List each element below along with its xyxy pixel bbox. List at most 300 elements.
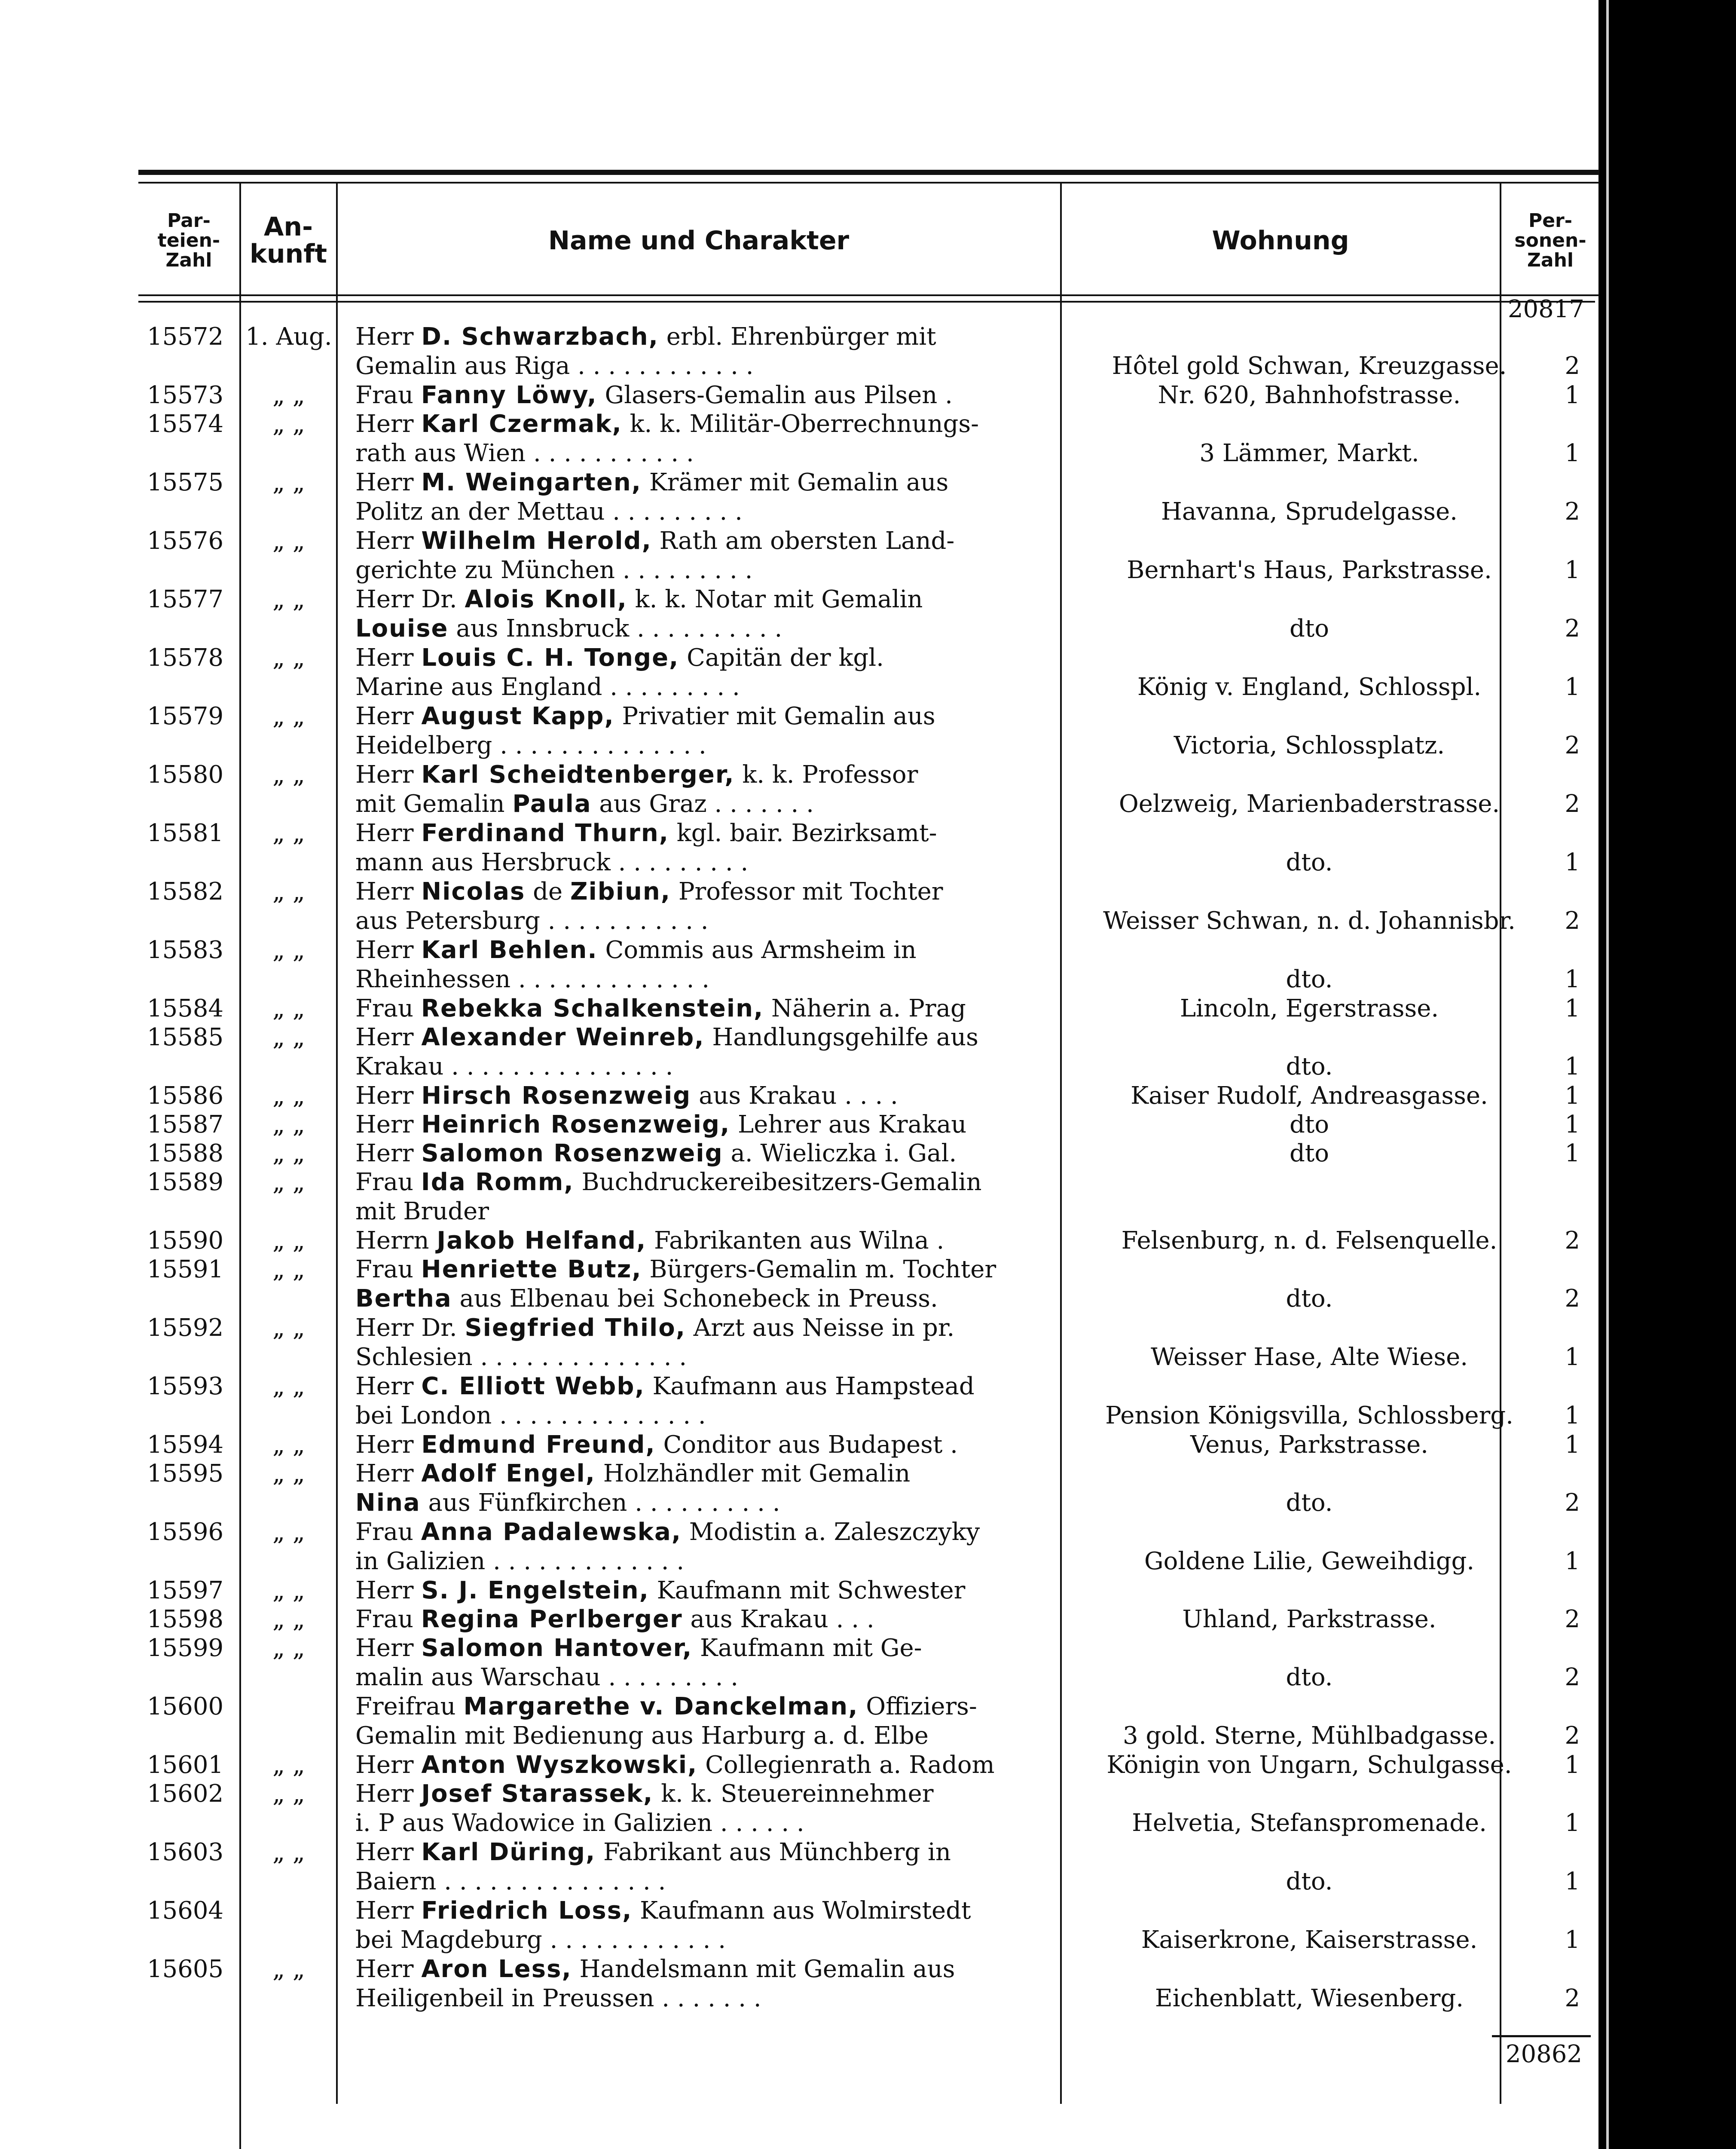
- person-name: August Kapp,: [421, 702, 614, 730]
- name-text: Heiligenbeil in Preussen . . . . . . .: [355, 1984, 761, 2012]
- person-name: Anton Wyszkowski,: [421, 1751, 698, 1779]
- name-text: Herr: [355, 1082, 422, 1110]
- name-text: Herr: [355, 1577, 422, 1604]
- table-row: [138, 1692, 1599, 1751]
- table-row: [138, 1634, 1599, 1692]
- table-row: [138, 527, 1599, 585]
- arrival-date: „ „: [272, 644, 305, 672]
- person-name: Adolf Engel,: [421, 1460, 596, 1488]
- name-text: Herr: [355, 644, 422, 672]
- arrival-date: „ „: [272, 1082, 305, 1110]
- person-name: Edmund Freund,: [421, 1431, 656, 1459]
- name-text: Herr: [355, 1023, 422, 1051]
- person-count: 2: [1565, 1227, 1580, 1255]
- party-number: 15580: [147, 761, 224, 789]
- person-count: 2: [1565, 907, 1580, 935]
- name-text: Krakau . . . . . . . . . . . . . . .: [355, 1053, 673, 1081]
- residence: dto.: [1286, 848, 1333, 876]
- person-name: Wilhelm Herold,: [421, 527, 652, 555]
- name-text: Herr: [355, 936, 422, 964]
- header-wohnung-text: Wohnung: [1212, 225, 1349, 256]
- person-name: Karl Czermak,: [421, 410, 622, 438]
- name-line: [355, 1023, 1193, 1052]
- party-number: 15598: [147, 1605, 224, 1633]
- person-name: Salomon Hantover,: [421, 1634, 693, 1662]
- person-count: 1: [1565, 1431, 1580, 1459]
- table-row: [138, 643, 1599, 702]
- table-row: [138, 1576, 1599, 1605]
- header-personen: [1501, 191, 1599, 290]
- party-number: 15586: [147, 1082, 224, 1110]
- residence: Kaiserkrone, Kaiserstrasse.: [1141, 1926, 1478, 1954]
- person-name: Nicolas: [421, 878, 526, 906]
- name-text: Privatier mit Gemalin aus: [614, 702, 935, 730]
- person-count: 1: [1565, 439, 1580, 467]
- name-text: kgl. bair. Bezirksamt-: [669, 819, 937, 847]
- name-text: k. k. Professor: [734, 761, 918, 789]
- arrival-date: „ „: [272, 936, 305, 964]
- party-number: 15594: [147, 1431, 224, 1459]
- arrival-date: „ „: [272, 1955, 305, 1983]
- arrival-date: „ „: [272, 819, 305, 847]
- name-text: Herr: [355, 1838, 422, 1866]
- party-number: 15579: [147, 702, 224, 730]
- person-count: 2: [1565, 1722, 1580, 1750]
- table-row: [138, 1372, 1599, 1430]
- table-row: [138, 1838, 1599, 1896]
- person-count: 1: [1565, 556, 1580, 584]
- name-line: [355, 1168, 1193, 1197]
- scan-right-edge-highlight: [1606, 0, 1609, 2149]
- name-text: Schlesien . . . . . . . . . . . . . .: [355, 1343, 687, 1371]
- person-name: Friedrich Loss,: [421, 1897, 633, 1925]
- name-line: [355, 1692, 1193, 1721]
- person-count: 1: [1565, 1139, 1580, 1167]
- name-text: Rath am obersten Land-: [651, 527, 955, 555]
- party-number: 15593: [147, 1372, 224, 1400]
- party-number: 15585: [147, 1023, 224, 1051]
- name-text: Näherin a. Prag: [764, 995, 966, 1022]
- name-text: mit Bruder: [355, 1197, 489, 1225]
- name-text: Holzhändler mit Gemalin: [595, 1460, 911, 1488]
- person-name: Louise: [355, 615, 449, 643]
- table-row: [138, 1518, 1599, 1576]
- name-line: [355, 1779, 1193, 1809]
- name-text: Herr: [355, 1751, 422, 1779]
- name-text: gerichte zu München . . . . . . . . .: [355, 556, 753, 584]
- person-name: Ferdinand Thurn,: [421, 819, 669, 847]
- register-page: [138, 170, 1599, 2149]
- party-number: 15591: [147, 1255, 224, 1283]
- person-name: Josef Starassek,: [421, 1780, 654, 1808]
- residence: Uhland, Parkstrasse.: [1182, 1605, 1436, 1633]
- top-rule: [138, 170, 1599, 175]
- name-text: Frau: [355, 381, 421, 409]
- party-number: 15584: [147, 995, 224, 1022]
- party-number: 15578: [147, 644, 224, 672]
- residence: 3 Lämmer, Markt.: [1199, 439, 1419, 467]
- party-number: 15601: [147, 1751, 224, 1779]
- arrival-date: „ „: [272, 702, 305, 730]
- header-bottom-rule: [138, 294, 1599, 296]
- person-count: 1: [1565, 1402, 1580, 1430]
- residence: dto: [1289, 1111, 1330, 1139]
- arrival-date: „ „: [272, 1577, 305, 1604]
- name-text: Herr: [355, 1431, 422, 1459]
- person-name: Nina: [355, 1489, 421, 1517]
- person-name: Alexander Weinreb,: [421, 1023, 705, 1051]
- residence: dto.: [1286, 1867, 1333, 1895]
- party-number: 15602: [147, 1780, 224, 1808]
- person-name: Regina Perlberger: [421, 1605, 683, 1633]
- residence: Weisser Schwan, n. d. Johannisbr.: [1103, 907, 1516, 935]
- person-name: Ida Romm,: [421, 1168, 574, 1196]
- person-name: Rebekka Schalkenstein,: [421, 995, 764, 1022]
- person-name: Heinrich Rosenzweig,: [421, 1111, 730, 1139]
- name-text: Handelsmann mit Gemalin aus: [572, 1955, 955, 1983]
- arrival-date: „ „: [272, 410, 305, 438]
- arrival-date: „ „: [272, 1023, 305, 1051]
- name-and-character: [355, 1168, 1193, 1226]
- table-row: [138, 322, 1599, 381]
- table-row: [138, 1955, 1599, 2013]
- person-count: 1: [1565, 848, 1580, 876]
- person-count: 2: [1565, 498, 1580, 526]
- person-name: Alois Knoll,: [465, 585, 627, 613]
- person-count: 1: [1565, 1082, 1580, 1110]
- name-text: Kaufmann mit Schwester: [649, 1577, 966, 1604]
- name-text: Bürgers-Gemalin m. Tochter: [642, 1255, 996, 1283]
- name-text: rath aus Wien . . . . . . . . . . .: [355, 439, 694, 467]
- residence: dto.: [1286, 1489, 1333, 1517]
- name-text: Herr: [355, 527, 422, 555]
- name-text: Gemalin mit Bedienung aus Harburg a. d. Elbe: [355, 1722, 929, 1750]
- name-text: Kaufmann mit Ge-: [692, 1634, 922, 1662]
- person-name: Karl Behlen.: [421, 936, 598, 964]
- name-line: [355, 1955, 1193, 1984]
- name-text: erbl. Ehrenbürger mit: [658, 323, 936, 351]
- arrival-date: „ „: [272, 1111, 305, 1139]
- name-text: aus Krakau . . . .: [691, 1082, 898, 1110]
- party-number: 15595: [147, 1460, 224, 1488]
- table-row: [138, 468, 1599, 527]
- header-bottom-rule-2: [138, 301, 1595, 303]
- table-row: [138, 410, 1599, 468]
- name-line: [355, 877, 1193, 906]
- header-wohnung: [1061, 191, 1500, 290]
- name-text: Fabrikanten aus Wilna .: [646, 1227, 944, 1255]
- residence: Weisser Hase, Alte Wiese.: [1150, 1343, 1468, 1371]
- person-name: Karl Scheidtenberger,: [421, 761, 735, 789]
- person-count: 2: [1565, 1489, 1580, 1517]
- name-text: Krämer mit Gemalin aus: [642, 468, 949, 496]
- name-line: [355, 702, 1193, 731]
- party-number: 15573: [147, 381, 224, 409]
- arrival-date: „ „: [272, 1431, 305, 1459]
- party-number: 15576: [147, 527, 224, 555]
- arrival-date: „ „: [272, 878, 305, 906]
- person-name: Jakob Helfand,: [437, 1227, 647, 1255]
- name-text: in Galizien . . . . . . . . . . . . .: [355, 1547, 685, 1575]
- person-count: 1: [1565, 1111, 1580, 1139]
- arrival-date: „ „: [272, 995, 305, 1022]
- residence: 3 gold. Sterne, Mühlbadgasse.: [1122, 1722, 1496, 1750]
- table-row: [138, 1779, 1599, 1838]
- residence: Eichenblatt, Wiesenberg.: [1155, 1984, 1464, 2012]
- name-text: Kaufmann aus Hampstead: [645, 1372, 975, 1400]
- person-name: Hirsch Rosenzweig: [421, 1082, 691, 1110]
- name-line: [355, 936, 1193, 965]
- name-text: Herr Dr.: [355, 585, 465, 613]
- arrival-date: „ „: [272, 381, 305, 409]
- name-text: mann aus Hersbruck . . . . . . . . .: [355, 848, 749, 876]
- party-number: 15596: [147, 1518, 224, 1546]
- residence: Nr. 620, Bahnhofstrasse.: [1158, 381, 1461, 409]
- person-name: Siegfried Thilo,: [465, 1314, 686, 1342]
- name-text: Herr: [355, 1139, 422, 1167]
- table-row: [138, 1896, 1599, 1955]
- person-count: 1: [1565, 1809, 1580, 1837]
- arrival-date: „ „: [272, 1255, 305, 1283]
- name-line: [355, 643, 1193, 673]
- person-name: Margarethe v. Danckelman,: [463, 1693, 859, 1720]
- name-text: Heidelberg . . . . . . . . . . . . . .: [355, 732, 706, 759]
- header-parteien-line: Zahl: [165, 249, 212, 272]
- name-text: Buchdruckereibesitzers-Gemalin: [574, 1168, 982, 1196]
- table-row: [138, 1139, 1599, 1168]
- residence: dto: [1289, 615, 1330, 643]
- header-parteien: [138, 191, 239, 290]
- header-personen-line: Zahl: [1527, 249, 1574, 272]
- arrival-date: „ „: [272, 1780, 305, 1808]
- person-name: S. J. Engelstein,: [421, 1577, 649, 1604]
- name-text: Conditor aus Budapest .: [655, 1431, 958, 1459]
- name-line: [355, 1838, 1193, 1867]
- running-total-start: 20817: [1507, 295, 1584, 323]
- party-number: 15587: [147, 1111, 224, 1139]
- name-text: Frau: [355, 1168, 421, 1196]
- name-text: Frau: [355, 1605, 421, 1633]
- name-text: malin aus Warschau . . . . . . . . .: [355, 1663, 739, 1691]
- party-number: 15589: [147, 1168, 224, 1196]
- person-count: 1: [1565, 673, 1580, 701]
- residence: Venus, Parkstrasse.: [1190, 1431, 1428, 1459]
- party-number: 15592: [147, 1314, 224, 1342]
- name-text: Rheinhessen . . . . . . . . . . . . .: [355, 965, 710, 993]
- name-text: Herr: [355, 468, 422, 496]
- arrival-date: „ „: [272, 1227, 305, 1255]
- name-line: [355, 468, 1193, 497]
- name-text: aus Fünfkirchen . . . . . . . . . .: [420, 1489, 780, 1517]
- name-text: aus Innsbruck . . . . . . . . . .: [448, 615, 782, 643]
- name-text: Freifrau: [355, 1693, 464, 1720]
- table-row: [138, 1459, 1599, 1518]
- name-text: k. k. Notar mit Gemalin: [627, 585, 923, 613]
- header-name-text: Name und Charakter: [548, 225, 850, 256]
- name-text: Arzt aus Neisse in pr.: [685, 1314, 955, 1342]
- header-personen-line: sonen-: [1514, 229, 1586, 251]
- party-number: 15599: [147, 1634, 224, 1662]
- residence: Lincoln, Egerstrasse.: [1180, 995, 1439, 1022]
- name-text: Frau: [355, 1518, 421, 1546]
- arrival-date: „ „: [272, 468, 305, 496]
- header-name: [337, 191, 1060, 290]
- person-name: Louis C. H. Tonge,: [421, 644, 679, 672]
- name-text: Herr: [355, 410, 422, 438]
- residence: dto.: [1286, 1285, 1333, 1313]
- name-text: Herr: [355, 323, 422, 351]
- party-number: 15582: [147, 878, 224, 906]
- name-line: [355, 410, 1193, 439]
- residence: dto.: [1286, 1053, 1333, 1081]
- party-number: 15572: [147, 323, 224, 351]
- header-parteien-line: Par-: [167, 209, 211, 232]
- name-line: [355, 1896, 1193, 1926]
- person-count: 2: [1565, 1663, 1580, 1691]
- name-text: k. k. Militär-Oberrechnungs-: [622, 410, 979, 438]
- name-line: [355, 1634, 1193, 1663]
- person-count: 1: [1565, 1053, 1580, 1081]
- name-text: Capitän der kgl.: [679, 644, 884, 672]
- person-count: 2: [1565, 1984, 1580, 2012]
- party-number: 15577: [147, 585, 224, 613]
- table-row: [138, 819, 1599, 877]
- name-text: Herrn: [355, 1227, 437, 1255]
- person-name: Karl Düring,: [421, 1838, 596, 1866]
- residence: Helvetia, Stefanspromenade.: [1132, 1809, 1487, 1837]
- table-row: [138, 877, 1599, 936]
- person-name: M. Weingarten,: [421, 468, 642, 496]
- residence: Havanna, Sprudelgasse.: [1161, 498, 1458, 526]
- name-text: Collegienrath a. Radom: [697, 1751, 995, 1779]
- header-personen-line: Per-: [1528, 209, 1573, 232]
- person-count: 2: [1565, 1285, 1580, 1313]
- arrival-date: „ „: [272, 1838, 305, 1866]
- name-text: de: [525, 878, 570, 906]
- table-row: [138, 1081, 1599, 1110]
- name-text: Lehrer aus Krakau: [730, 1111, 967, 1139]
- total-rule: [1492, 2035, 1591, 2037]
- arrival-date: „ „: [272, 1460, 305, 1488]
- person-name: Fanny Löwy,: [421, 381, 597, 409]
- name-text: Frau: [355, 995, 421, 1022]
- name-text: mit Gemalin: [355, 790, 513, 818]
- party-number: 15583: [147, 936, 224, 964]
- running-total-end: 20862: [1505, 2040, 1582, 2068]
- arrival-date: „ „: [272, 527, 305, 555]
- party-number: 15605: [147, 1955, 224, 1983]
- name-text: aus Krakau . . .: [682, 1605, 874, 1633]
- name-text: k. k. Steuereinnehmer: [653, 1780, 934, 1808]
- name-line: [355, 1255, 1193, 1284]
- residence: Kaiser Rudolf, Andreasgasse.: [1131, 1082, 1488, 1110]
- name-text: Herr: [355, 1634, 422, 1662]
- name-line: [355, 527, 1193, 556]
- residence: Pension Königsvilla, Schlossberg.: [1105, 1402, 1513, 1430]
- table-row: [138, 936, 1599, 994]
- person-count: 2: [1565, 790, 1580, 818]
- table-row: [138, 1226, 1599, 1255]
- top-rule-thin: [138, 182, 1599, 184]
- person-name: Anna Padalewska,: [421, 1518, 682, 1546]
- arrival-date: „ „: [272, 1372, 305, 1400]
- person-count: 1: [1565, 1926, 1580, 1954]
- residence: König v. England, Schlosspl.: [1137, 673, 1482, 701]
- table-row: [138, 381, 1599, 410]
- name-line: [355, 322, 1193, 352]
- party-number: 15600: [147, 1693, 224, 1720]
- residence: Königin von Ungarn, Schulgasse.: [1106, 1751, 1512, 1779]
- table-row: [138, 1168, 1599, 1226]
- table-row: [138, 760, 1599, 819]
- name-text: aus Graz . . . . . . .: [591, 790, 814, 818]
- name-text: Fabrikant aus Münchberg in: [596, 1838, 951, 1866]
- name-text: Commis aus Armsheim in: [597, 936, 917, 964]
- name-text: Politz an der Mettau . . . . . . . . .: [355, 498, 743, 526]
- header-ankunft-line: An-: [263, 212, 313, 242]
- residence: Felsenburg, n. d. Felsenquelle.: [1121, 1227, 1498, 1255]
- party-number: 15597: [147, 1577, 224, 1604]
- person-count: 1: [1565, 1547, 1580, 1575]
- table-row: [138, 1430, 1599, 1459]
- arrival-date: „ „: [272, 1634, 305, 1662]
- person-count: 1: [1565, 1867, 1580, 1895]
- name-text: Marine aus England . . . . . . . . .: [355, 673, 740, 701]
- name-and-character: [355, 1576, 1193, 1605]
- residence: dto: [1289, 1139, 1330, 1167]
- table-row: [138, 1023, 1599, 1081]
- table-row: [138, 702, 1599, 760]
- name-text: Professor mit Tochter: [671, 878, 943, 906]
- header-ankunft-line: kunft: [249, 239, 327, 269]
- header-parteien-line: teien-: [157, 229, 220, 251]
- name-text: Kaufmann aus Wolmirstedt: [632, 1897, 971, 1925]
- person-count: 1: [1565, 381, 1580, 409]
- person-name: Bertha: [355, 1285, 452, 1313]
- residence: Bernhart's Haus, Parkstrasse.: [1127, 556, 1492, 584]
- residence: Victoria, Schlossplatz.: [1174, 732, 1445, 759]
- name-line: [355, 1576, 1193, 1605]
- name-text: Herr: [355, 1780, 422, 1808]
- person-name: Salomon Rosenzweig: [421, 1139, 723, 1167]
- arrival-date: „ „: [272, 1168, 305, 1196]
- table-row: [138, 1605, 1599, 1634]
- name-text: i. P aus Wadowice in Galizien . . . . . .: [355, 1809, 804, 1837]
- name-text: Offiziers-: [858, 1693, 977, 1720]
- arrival-date: „ „: [272, 1751, 305, 1779]
- name-text: Handlungsgehilfe aus: [704, 1023, 978, 1051]
- party-number: 15604: [147, 1897, 224, 1925]
- person-name: Zibiun,: [570, 878, 671, 906]
- header-ankunft: [241, 191, 336, 290]
- name-line: [355, 1197, 1193, 1226]
- residence: dto.: [1286, 965, 1333, 993]
- name-text: a. Wieliczka i. Gal.: [723, 1139, 957, 1167]
- person-count: 2: [1565, 352, 1580, 380]
- person-count: 1: [1565, 1751, 1580, 1779]
- name-text: Herr: [355, 702, 422, 730]
- person-name: Paula: [512, 790, 592, 818]
- person-count: 2: [1565, 1605, 1580, 1633]
- person-name: C. Elliott Webb,: [421, 1372, 645, 1400]
- arrival-date: „ „: [272, 1314, 305, 1342]
- table-row: [138, 1313, 1599, 1372]
- name-text: Modistin a. Zaleszczyky: [682, 1518, 980, 1546]
- party-number: 15590: [147, 1227, 224, 1255]
- name-line: [355, 1313, 1193, 1343]
- arrival-date: 1. Aug.: [245, 323, 332, 351]
- name-line: [355, 1518, 1193, 1547]
